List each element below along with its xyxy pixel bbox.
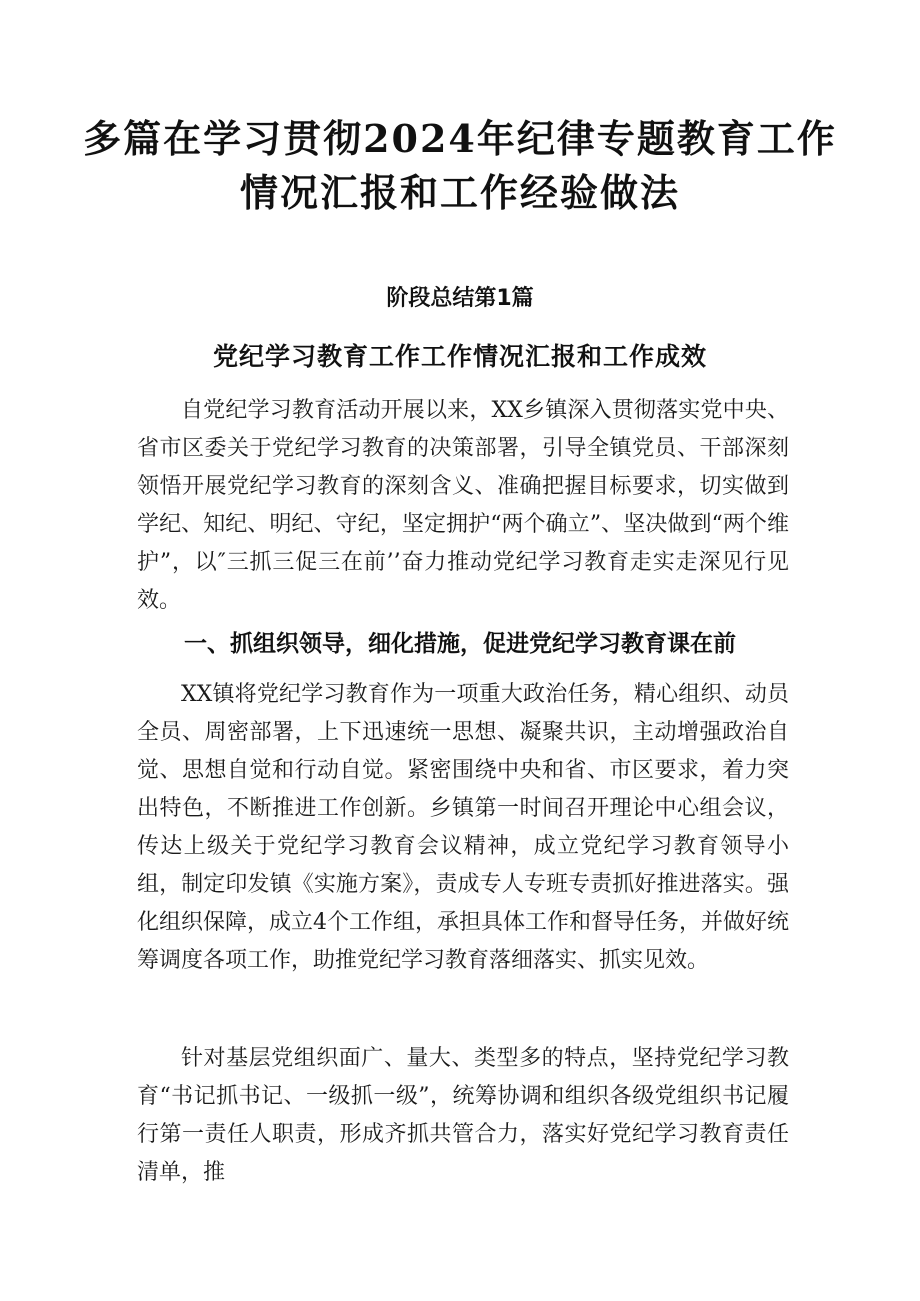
document-title-line-2: 情况汇报和工作经验做法 (239, 170, 680, 215)
body-paragraph-1: 自党纪学习教育活动开展以来，XX乡镇深入贯彻落实党中央、省市区委关于党纪学习教育的决策部署，引导全镇党员、干部深刻领悟开展党纪学习教育的深刻含义、准确把握目标要求，切实做到学纪、知纪、明纪、守纪，坚定拥护“两个确立”、坚决做到“两个维护”，以″三抓三促三在前’’奋力推动党纪学习教育走实走深见行见效。 (137, 398, 789, 613)
document-title-line-1: 多篇在学习贯彻2024年纪律专题教育工作 (83, 116, 837, 161)
section-heading-1: 一、抓组织领导，细化措施，促进党纪学习教育课在前 (184, 631, 736, 657)
section-label: 阶段总结第1篇 (386, 286, 534, 311)
article-title: 党纪学习教育工作工作情况汇报和工作成效 (212, 342, 707, 371)
body-paragraph-3: 针对基层党组织面广、量大、类型多的特点，坚持党纪学习教育“书记抓书记、一级抓一级”，统筹协调和组织各级党组织书记履行第一责任人职责，形成齐抓共管合力，落实好党纪学习教育责任清单，推 (137, 1046, 789, 1185)
body-paragraph-2: XX镇将党纪学习教育作为一项重大政治任务，精心组织、动员全员、周密部署，上下迅速统一思想、凝聚共识，主动增强政治自觉、思想自觉和行动自觉。紧密围绕中央和省、市区要求，着力突出特色，不断推进工作创新。乡镇第一时间召开理论中心组会议，传达上级关于党纪学习教育会议精神，成立党纪学习教育领导小组，制定印发镇《实施方案》，责成专人专班专责抓好推进落实。强化组织保障，成立4个工作组，承担具体工作和督导任务，并做好统筹调度各项工作，助推党纪学习教育落细落实、抓实见效。 (137, 682, 789, 973)
